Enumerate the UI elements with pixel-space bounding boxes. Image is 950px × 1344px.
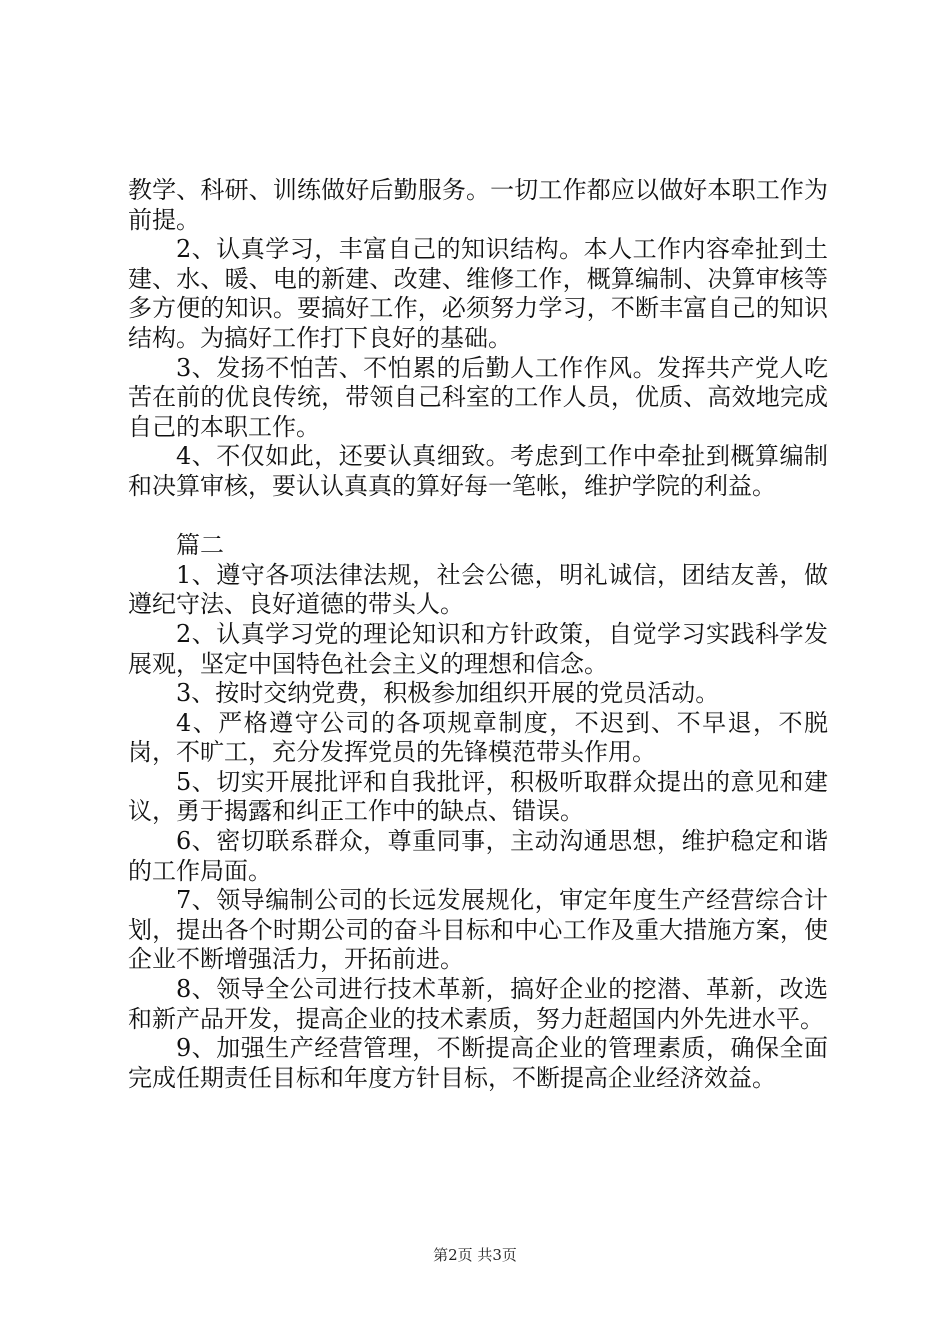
paragraph: 4、严格遵守公司的各项规章制度，不迟到、不早退，不脱岗，不旷工，充分发挥党员的先锋模范带头作用。 <box>128 708 828 767</box>
paragraph: 5、切实开展批评和自我批评，积极听取群众提出的意见和建议，勇于揭露和纠正工作中的缺点、错误。 <box>128 767 828 826</box>
section-heading: 篇二 <box>176 531 224 560</box>
page-footer <box>0 1244 950 1265</box>
paragraph: 7、领导编制公司的长远发展规化，审定年度生产经营综合计划，提出各个时期公司的奋斗目标和中心工作及重大措施方案，使企业不断增强活力，开拓前进。 <box>128 886 828 974</box>
page-number: 第2页 共3页 <box>433 1246 517 1264</box>
paragraph: 6、密切联系群众，尊重同事，主动沟通思想，维护稳定和谐的工作局面。 <box>128 827 828 885</box>
paragraph: 8、领导全公司进行技术革新，搞好企业的挖潜、革新，改选和新产品开发，提高企业的技术素质，努力赶超国内外先进水平。 <box>128 975 828 1033</box>
paragraph: 3、按时交纳党费，积极参加组织开展的党员活动。 <box>176 679 720 708</box>
paragraph: 4、不仅如此，还要认真细致。考虑到工作中牵扯到概算编制和决算审核，要认认真真的算好每一笔帐，维护学院的利益。 <box>128 442 828 500</box>
document-body <box>128 176 828 1093</box>
paragraph: 1、遵守各项法律法规，社会公德，明礼诚信，团结友善，做遵纪守法、良好道德的带头人。 <box>128 560 828 619</box>
paragraph: 3、发扬不怕苦、不怕累的后勤人工作作风。发挥共产党人吃苦在前的优良传统，带领自己科室的工作人员，优质、高效地完成自己的本职工作。 <box>128 353 828 441</box>
paragraph: 9、加强生产经营管理，不断提高企业的管理素质，确保全面完成任期责任目标和年度方针目标，不断提高企业经济效益。 <box>128 1034 828 1092</box>
paragraph: 2、认真学习，丰富自己的知识结构。本人工作内容牵扯到土建、水、暖、电的新建、改建、维修工作，概算编制、决算审核等多方便的知识。要搞好工作，必须努力学习，不断丰富自己的知识结构。为搞好工作打下良好的基础。 <box>128 235 828 352</box>
paragraph: 2、认真学习党的理论知识和方针政策，自觉学习实践科学发展观，坚定中国特色社会主义的理想和信念。 <box>128 619 828 678</box>
paragraph: 教学、科研、训练做好后勤服务。一切工作都应以做好本职工作为前提。 <box>128 176 828 234</box>
